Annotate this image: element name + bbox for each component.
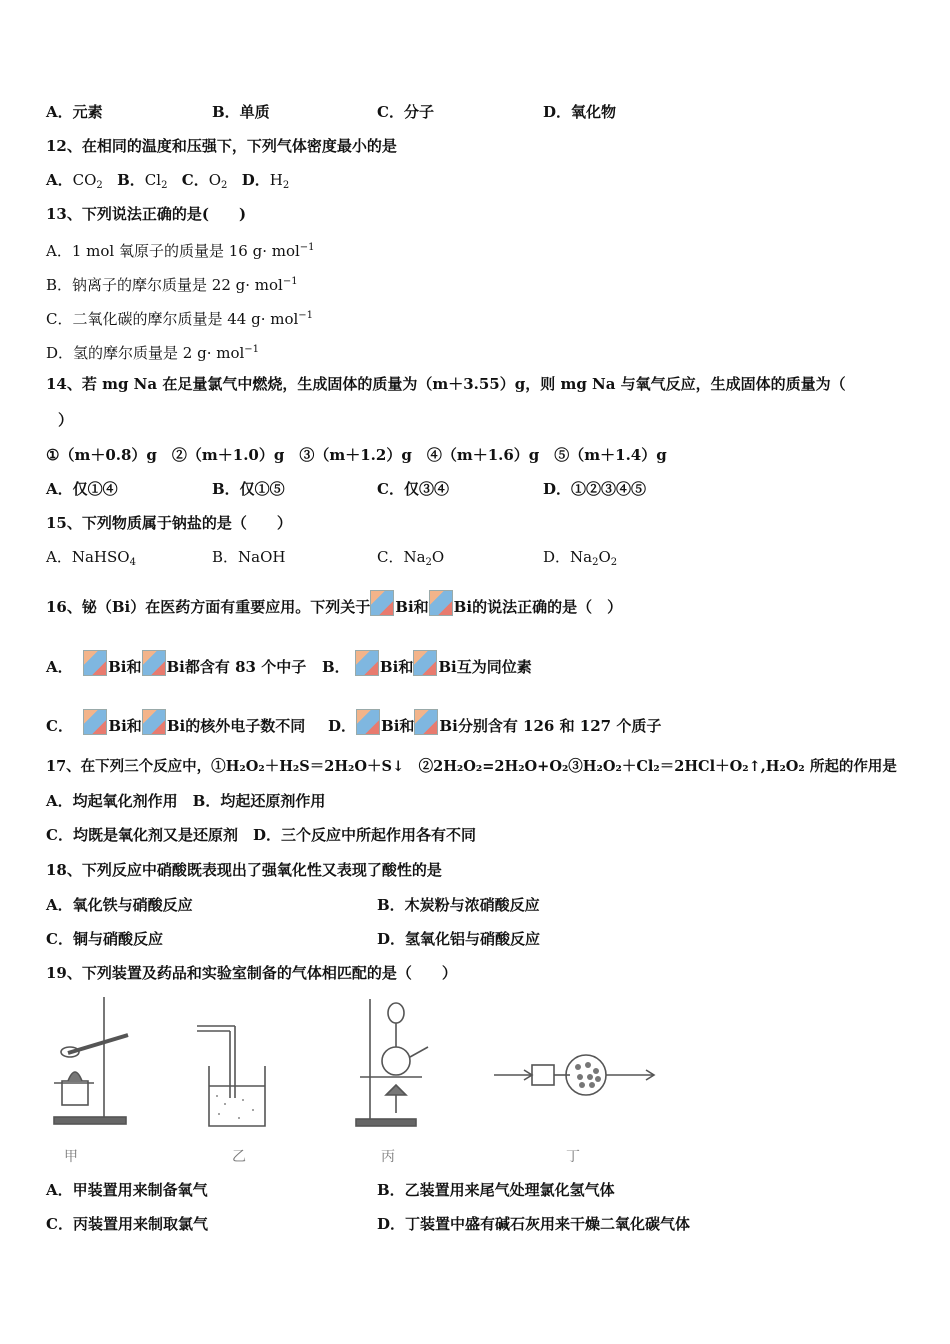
isotope-image-icon xyxy=(413,650,437,676)
q16-stem-post: 的说法正确的是（ ） xyxy=(472,598,623,616)
q13-a-text: A．1 mol 氧原子的质量是 16 g· mol xyxy=(46,242,300,260)
q16-a-label: A． xyxy=(46,658,73,676)
apparatus-jia-figure xyxy=(48,995,130,1130)
q12-d-label: D． xyxy=(241,171,270,189)
q16-option-b xyxy=(322,650,532,677)
bi-label: Bi xyxy=(381,717,400,735)
q12-d-sub: 2 xyxy=(282,180,290,191)
isotope-image-icon xyxy=(370,590,394,616)
q13-option-d xyxy=(46,340,259,363)
bi-label: Bi xyxy=(166,717,186,735)
q16-b-label: B． xyxy=(322,658,350,676)
q12-a-label: A． xyxy=(46,171,73,189)
q16-option-c xyxy=(46,709,305,736)
q16-stem-pre: 16、铋（Bi）在医药方面有重要应用。下列关于 xyxy=(46,598,371,616)
bi-label: Bi xyxy=(108,717,127,735)
q16-option-d xyxy=(328,709,661,736)
q13-c-text: C．二氧化碳的摩尔质量是 44 g· mol xyxy=(46,310,299,328)
q15-c-sub: 2 xyxy=(425,557,432,568)
q14-stem-cont: ） xyxy=(58,411,74,429)
q12-d: H xyxy=(269,171,283,189)
bi-label: Bi xyxy=(166,658,185,676)
q16-stem xyxy=(46,590,622,617)
q12-a: CO xyxy=(72,171,97,189)
q16-d-label: D． xyxy=(328,717,357,735)
q16-a-tail: 都含有 83 个中子 xyxy=(184,658,307,676)
q15-option-a xyxy=(46,547,136,573)
q17-stem-pre: 17、在下列三个反应中，① xyxy=(46,758,226,775)
q16-b-tail: 互为同位素 xyxy=(456,658,532,676)
isotope-image-icon xyxy=(414,709,438,735)
q13-b-text: B．钠离子的摩尔质量是 22 g· mol xyxy=(46,276,283,294)
isotope-image-icon xyxy=(429,590,453,616)
q15-d-text: D．Na xyxy=(543,548,593,566)
bi-label: Bi xyxy=(108,658,127,676)
q12-b-sub: 2 xyxy=(161,180,168,191)
q15-d-sub1: 2 xyxy=(592,557,599,568)
q18-option-b: B．木炭粉与浓硝酸反应 xyxy=(377,896,540,914)
q12-stem: 12、在相同的温度和压强下，下列气体密度最小的是 xyxy=(46,137,397,155)
bi-label: Bi xyxy=(438,658,457,676)
q13-d-text: D．氢的摩尔质量是 2 g· mol xyxy=(46,344,245,362)
q15-c-text: C．Na xyxy=(377,548,426,566)
q12-c: O xyxy=(208,171,222,189)
apparatus-yi-figure xyxy=(195,1018,275,1130)
q15-c-tail: O xyxy=(431,548,445,566)
q13-d-exp: −1 xyxy=(244,344,260,355)
q13-a-exp: −1 xyxy=(299,242,315,253)
bi-label: Bi xyxy=(453,598,473,616)
apparatus-bing-figure xyxy=(352,995,432,1130)
q13-option-a xyxy=(46,238,315,261)
q18-option-a: A．氧化铁与硝酸反应 xyxy=(46,896,193,914)
q15-d-sub2: 2 xyxy=(610,557,618,568)
q17-options-cd: C．均既是氧化剂又是还原剂 D．三个反应中所起作用各有不同 xyxy=(46,826,476,844)
q11-option-b: B．单质 xyxy=(212,103,270,121)
caption-jia: 甲 xyxy=(64,1149,78,1165)
q13-option-b xyxy=(46,272,298,295)
isotope-image-icon xyxy=(142,650,166,676)
isotope-image-icon xyxy=(83,709,107,735)
q11-option-d: D．氧化物 xyxy=(543,103,617,121)
apparatus-ding-figure xyxy=(492,1045,658,1105)
q14-choices: ①（m＋0.8）g ②（m＋1.0）g ③（m＋1.2）g ④（m＋1.6）g ⑤（m＋1.4）g xyxy=(46,446,667,464)
q15-stem: 15、下列物质属于钠盐的是（ ） xyxy=(46,514,292,532)
and-label: 和 xyxy=(126,717,142,735)
q12-b-label: B． xyxy=(117,171,145,189)
q13-option-c xyxy=(46,306,313,329)
q15-option-d xyxy=(543,547,617,573)
q16-d-tail: 分别含有 126 和 127 个质子 xyxy=(457,717,662,735)
q15-a-sub: 4 xyxy=(129,557,136,568)
q11-option-c: C．分子 xyxy=(377,103,434,121)
q15-option-b: B．NaOH xyxy=(212,548,286,566)
q16-c-tail: 的核外电子数不同 xyxy=(185,717,306,735)
q12-c-label: C． xyxy=(181,171,209,189)
q14-option-a: A．仅①④ xyxy=(46,480,118,498)
and-label: 和 xyxy=(413,598,429,616)
q14-option-c: C．仅③④ xyxy=(377,480,449,498)
q17-options-ab: A．均起氧化剂作用 B．均起还原剂作用 xyxy=(46,792,326,810)
q15-d-mid: O xyxy=(598,548,611,566)
caption-ding: 丁 xyxy=(566,1149,580,1165)
q19-stem: 19、下列装置及药品和实验室制备的气体相匹配的是（ ） xyxy=(46,964,457,982)
q16-option-a xyxy=(46,650,306,677)
q14-option-b: B．仅①⑤ xyxy=(212,480,285,498)
q16-c-label: C． xyxy=(46,717,73,735)
caption-yi: 乙 xyxy=(232,1149,246,1165)
q13-b-exp: −1 xyxy=(282,276,298,287)
q13-c-exp: −1 xyxy=(298,310,314,321)
q14-option-d: D．①②③④⑤ xyxy=(543,480,647,498)
bi-label: Bi xyxy=(439,717,458,735)
q18-stem: 18、下列反应中硝酸既表现出了强氧化性又表现了酸性的是 xyxy=(46,861,442,879)
q19-option-c: C．丙装置用来制取氯气 xyxy=(46,1215,208,1233)
q17-stem xyxy=(46,757,897,777)
q19-option-d: D．丁装置中盛有碱石灰用来干燥二氧化碳气体 xyxy=(377,1215,691,1233)
bi-label: Bi xyxy=(379,658,399,676)
isotope-image-icon xyxy=(142,709,166,735)
q12-options xyxy=(46,170,289,196)
q12-c-sub: 2 xyxy=(221,180,228,191)
and-label: 和 xyxy=(126,658,142,676)
isotope-image-icon xyxy=(83,650,107,676)
and-label: 和 xyxy=(399,717,415,735)
q19-option-b: B．乙装置用来尾气处理氯化氢气体 xyxy=(377,1181,615,1199)
q18-option-d: D．氢氧化铝与硝酸反应 xyxy=(377,930,541,948)
isotope-image-icon xyxy=(355,650,379,676)
q13-stem: 13、下列说法正确的是( ) xyxy=(46,205,247,223)
q14-stem: 14、若 mg Na 在足量氯气中燃烧，生成固体的质量为（m＋3.55）g，则 mg Na 与氧气反应，生成固体的质量为（ xyxy=(46,375,846,393)
q15-option-c xyxy=(377,547,444,573)
q15-a-text: A．NaHSO xyxy=(46,548,130,566)
q19-option-a: A．甲装置用来制备氧气 xyxy=(46,1181,208,1199)
caption-bing: 丙 xyxy=(381,1149,395,1165)
isotope-image-icon xyxy=(356,709,380,735)
q17-reactions: H₂O₂＋H₂S＝2H₂O＋S↓ ②2H₂O₂=2H₂O+O₂③H₂O₂＋Cl₂＝2HCl＋O₂↑,H₂O₂ 所起的作用是 xyxy=(225,758,897,775)
q18-option-c: C．铜与硝酸反应 xyxy=(46,930,163,948)
bi-label: Bi xyxy=(395,598,414,616)
q12-a-sub: 2 xyxy=(96,180,103,191)
q12-b: Cl xyxy=(144,171,162,189)
and-label: 和 xyxy=(398,658,414,676)
q11-option-a: A．元素 xyxy=(46,103,103,121)
